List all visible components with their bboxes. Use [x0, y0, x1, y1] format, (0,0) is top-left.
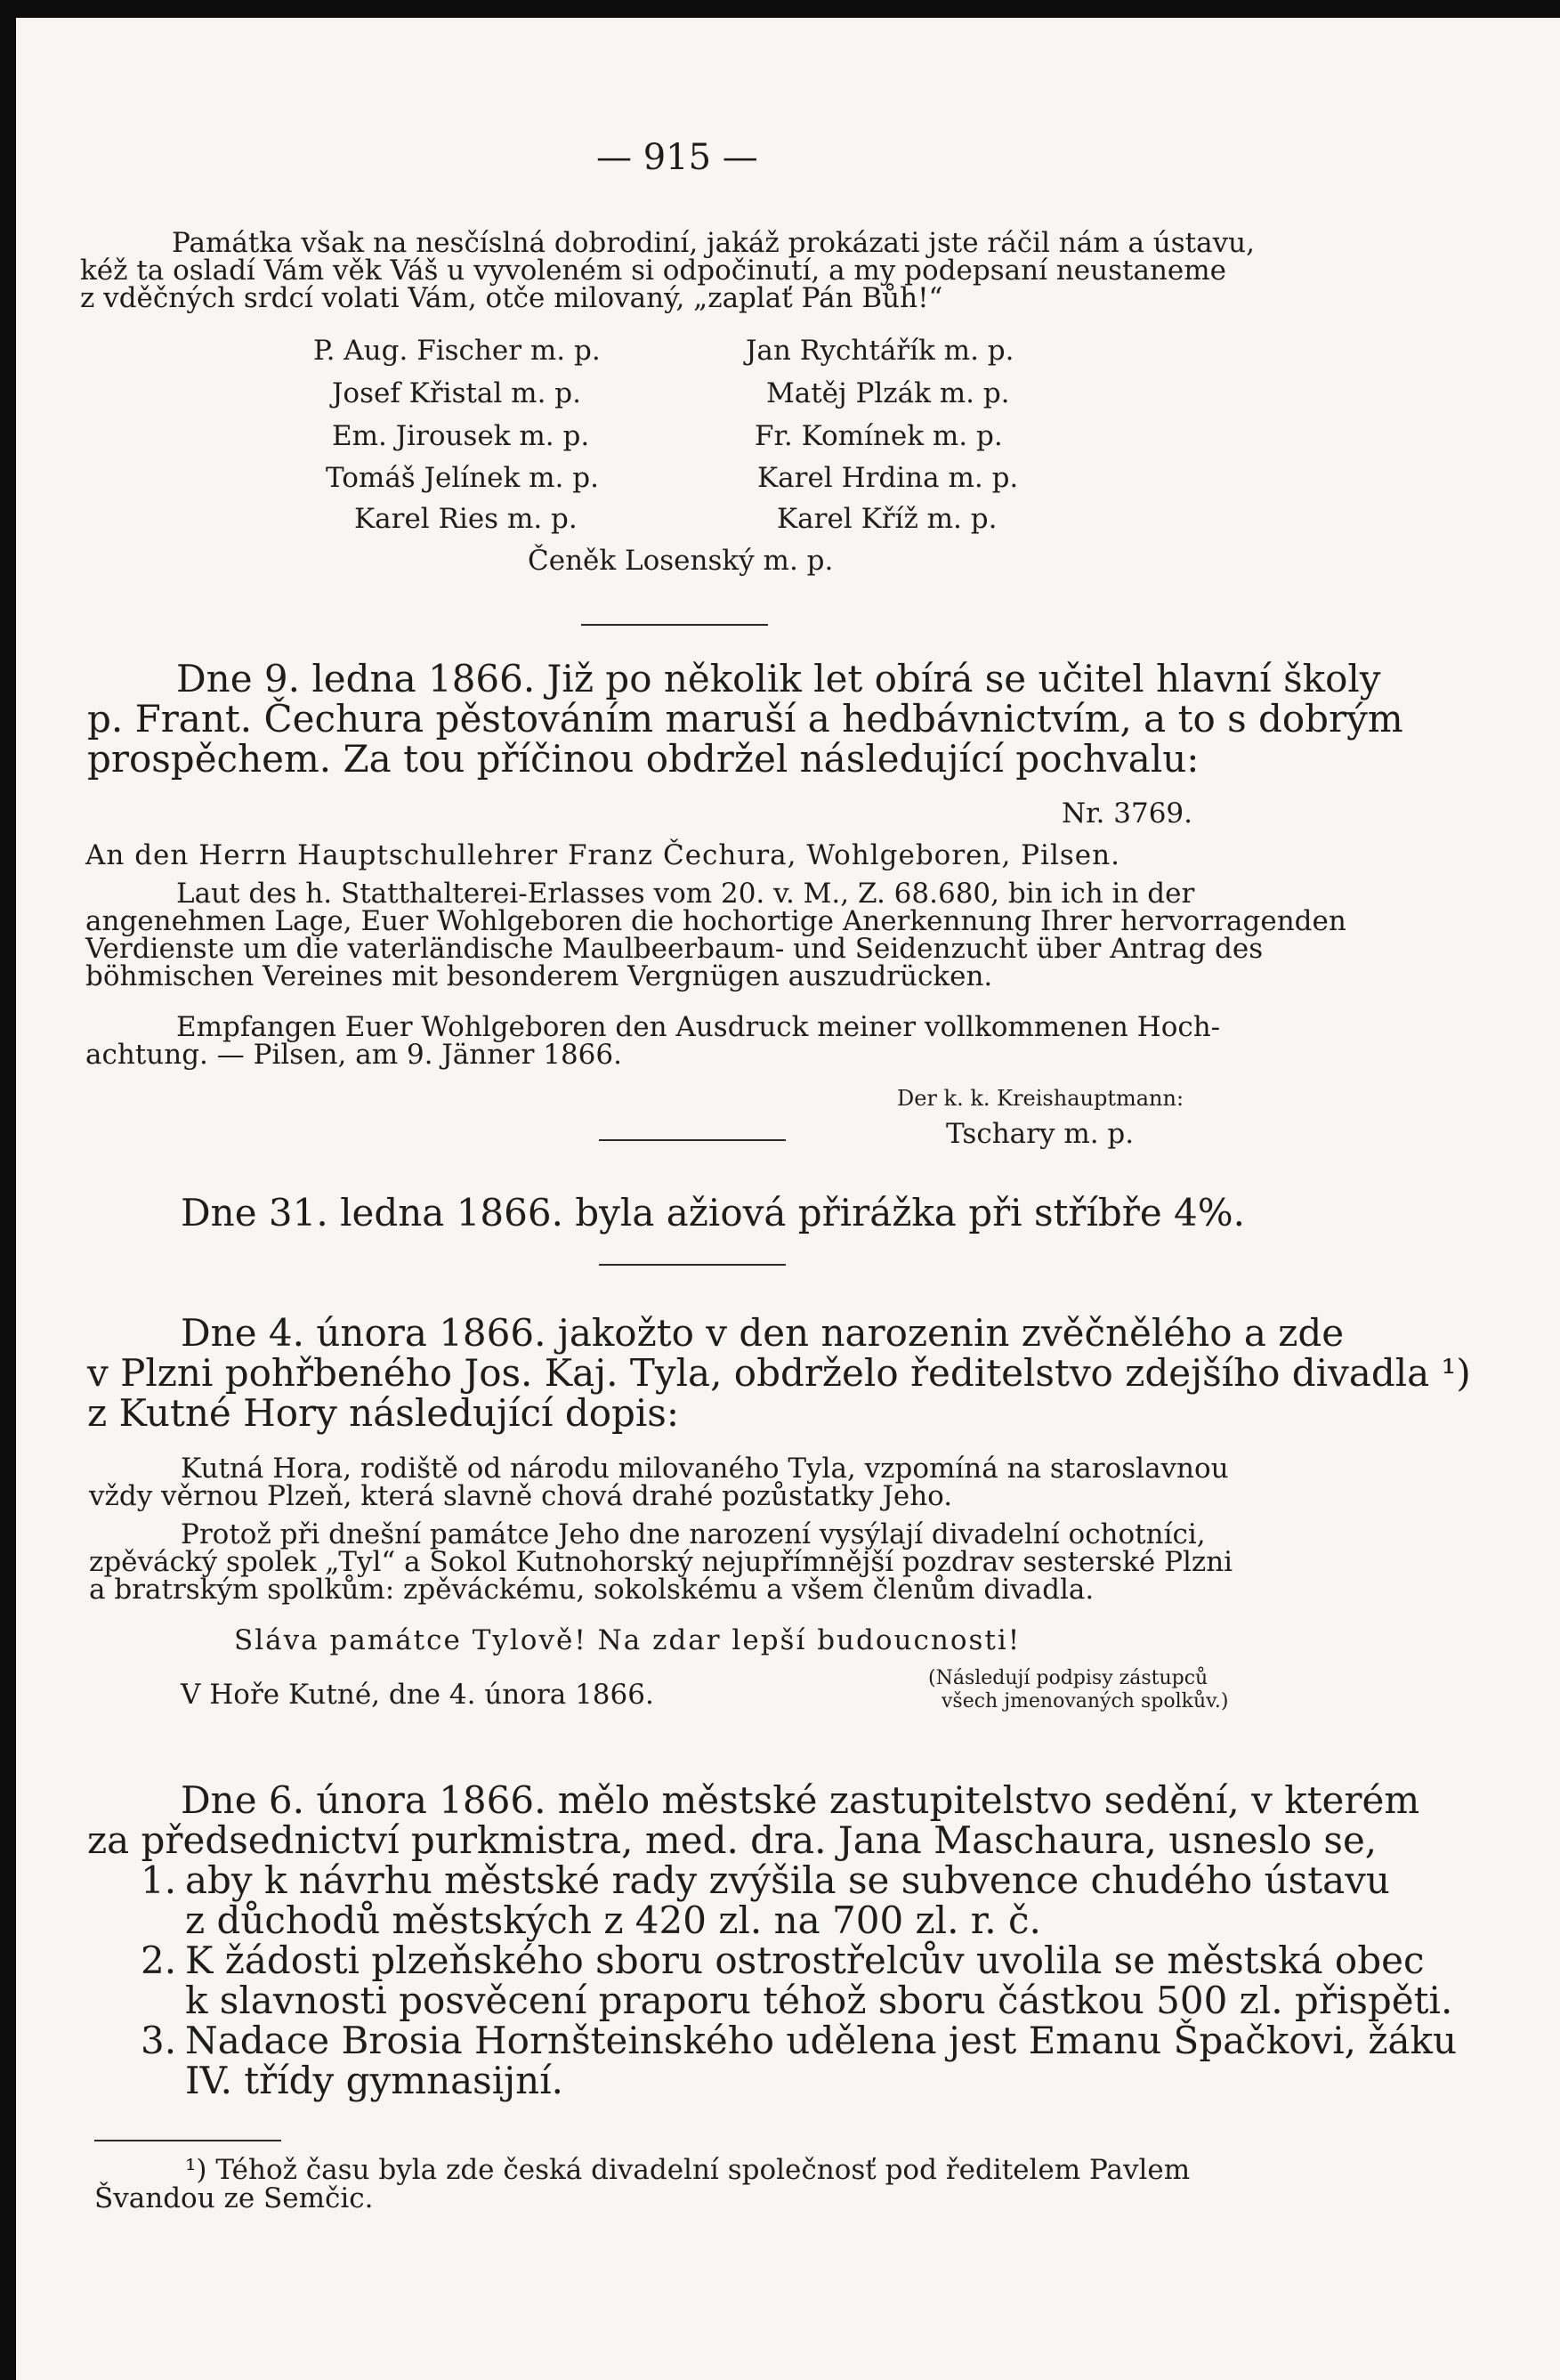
list-item-text: K žádosti plzeňského sboru ostrostřelcův uvolila se městská obec — [185, 1939, 1425, 1982]
german-address: An den Herrn Hauptschullehrer Franz Čechura, Wohlgeboren, Pilsen. — [85, 839, 1120, 871]
german-line: böhmischen Vereines mit besonderem Vergnügen auszudrücken. — [85, 960, 993, 992]
signature-note: (Následují podpisy zástupců — [928, 1667, 1208, 1689]
signature-note: všech jmenovaných spolkův.) — [942, 1690, 1229, 1712]
letter-line: a bratrským spolkům: zpěváckému, sokolskému a všem členům divadla. — [89, 1574, 1095, 1606]
list-item-text: z důchodů městských z 420 zl. na 700 zl. r. č. — [185, 1898, 1041, 1942]
letter-line: zpěvácký spolek „Tyl“ a Sokol Kutnohorský nejupřímnější pozdrav sesterské Plzni — [89, 1546, 1233, 1578]
list-item-text: Nadace Brosia Hornšteinského udělena jest Emanu Špačkovi, žáku — [185, 2019, 1458, 2062]
signature: Tomáš Jelínek m. p. — [326, 462, 599, 494]
entry-line: p. Frant. Čechura pěstováním maruší a hedbávnictvím, a to s dobrým — [87, 697, 1403, 741]
list-item-text: aby k návrhu městské rady zvýšila se subvence chudého ústavu — [185, 1858, 1390, 1902]
list-item-number: 3. — [141, 2019, 177, 2062]
entry-line: z Kutné Hory následující dopis: — [87, 1391, 680, 1435]
divider — [599, 1264, 786, 1266]
signature: Karel Ries m. p. — [354, 503, 578, 535]
german-line: angenehmen Lage, Euer Wohlgeboren die hochortige Anerkennung Ihrer hervorragenden — [85, 905, 1346, 937]
letter-line: Památka však na nesčíslná dobrodiní, jakáž prokázati jste ráčil nám a ústavu, — [172, 227, 1255, 259]
divider — [599, 1139, 786, 1141]
list-item-number: 1. — [141, 1858, 177, 1902]
letter-line: Kutná Hora, rodiště od národu milovaného Tyla, vzpomíná na staroslavnou — [181, 1453, 1229, 1485]
page-number: — 915 — — [596, 137, 758, 178]
signature: Jan Rychtářík m. p. — [746, 335, 1014, 367]
official-name: Tschary m. p. — [946, 1118, 1135, 1150]
german-line: Verdienste um die vaterländische Maulbeerbaum- und Seidenzucht über Antrag des — [85, 933, 1264, 965]
signature: Fr. Komínek m. p. — [755, 420, 1003, 452]
letter-line: kéž ta osladí Vám věk Váš u vyvoleném si odpočinutí, a my podepsaní neustaneme — [80, 255, 1227, 287]
german-line: Empfangen Euer Wohlgeboren den Ausdruck meiner vollkommenen Hoch- — [176, 1011, 1221, 1043]
entry-line: Dne 31. ledna 1866. byla ažiová přirážka při stříbře 4%. — [181, 1191, 1246, 1235]
entry-line: za předsednictví purkmistra, med. dra. Jana Maschaura, usneslo se, — [87, 1818, 1378, 1862]
place-date: V Hoře Kutné, dne 4. února 1866. — [181, 1679, 654, 1711]
entry-line: prospěchem. Za tou příčinou obdržel následující pochvalu: — [87, 737, 1200, 781]
german-line: Laut des h. Statthalterei-Erlasses vom 20. v. M., Z. 68.680, bin ich in der — [176, 878, 1195, 910]
signature: Josef Křistal m. p. — [332, 377, 581, 409]
list-item-text: IV. třídy gymnasijní. — [185, 2059, 564, 2102]
signature: Karel Kříž m. p. — [777, 503, 998, 535]
german-line: achtung. — Pilsen, am 9. Jänner 1866. — [85, 1039, 622, 1071]
list-item-text: k slavnosti posvěcení praporu téhož sboru částkou 500 zl. přispěti. — [185, 1979, 1453, 2022]
entry-line: Dne 9. ledna 1866. Již po několik let obírá se učitel hlavní školy — [176, 657, 1381, 700]
letter-line: vždy věrnou Plzeň, která slavně chová drahé pozůstatky Jeho. — [89, 1480, 953, 1512]
slogan: Sláva památce Tylově! Na zdar lepší budoucnosti! — [234, 1624, 1022, 1656]
document-number: Nr. 3769. — [1062, 797, 1192, 830]
footnote: Švandou ze Semčic. — [94, 2182, 374, 2214]
letter-line: Protož při dnešní památce Jeho dne narození vysýlají divadelní ochotníci, — [181, 1518, 1206, 1550]
divider — [581, 624, 768, 626]
signature: Matěj Plzák m. p. — [766, 377, 1010, 409]
document-page — [16, 18, 1560, 2380]
letter-line: z vděčných srdcí volati Vám, otče milovaný, „zaplať Pán Bůh!“ — [80, 282, 943, 314]
signature: P. Aug. Fischer m. p. — [313, 335, 601, 367]
signature: Karel Hrdina m. p. — [757, 462, 1019, 494]
entry-line: Dne 6. února 1866. mělo městské zastupitelstvo sedění, v kterém — [181, 1778, 1420, 1822]
official-title: Der k. k. Kreishauptmann: — [897, 1086, 1184, 1111]
entry-line: v Plzni pohřbeného Jos. Kaj. Tyla, obdrželo ředitelstvo zdejšího divadla ¹) — [87, 1351, 1471, 1395]
list-item-number: 2. — [141, 1939, 177, 1982]
signature: Čeněk Losenský m. p. — [528, 545, 834, 577]
signature: Em. Jirousek m. p. — [332, 420, 590, 452]
entry-line: Dne 4. února 1866. jakožto v den narozenin zvěčnělého a zde — [181, 1311, 1345, 1355]
footnote: ¹) Téhož času byla zde česká divadelní společnosť pod ředitelem Pavlem — [185, 2154, 1191, 2186]
footnote-divider — [94, 2140, 281, 2141]
